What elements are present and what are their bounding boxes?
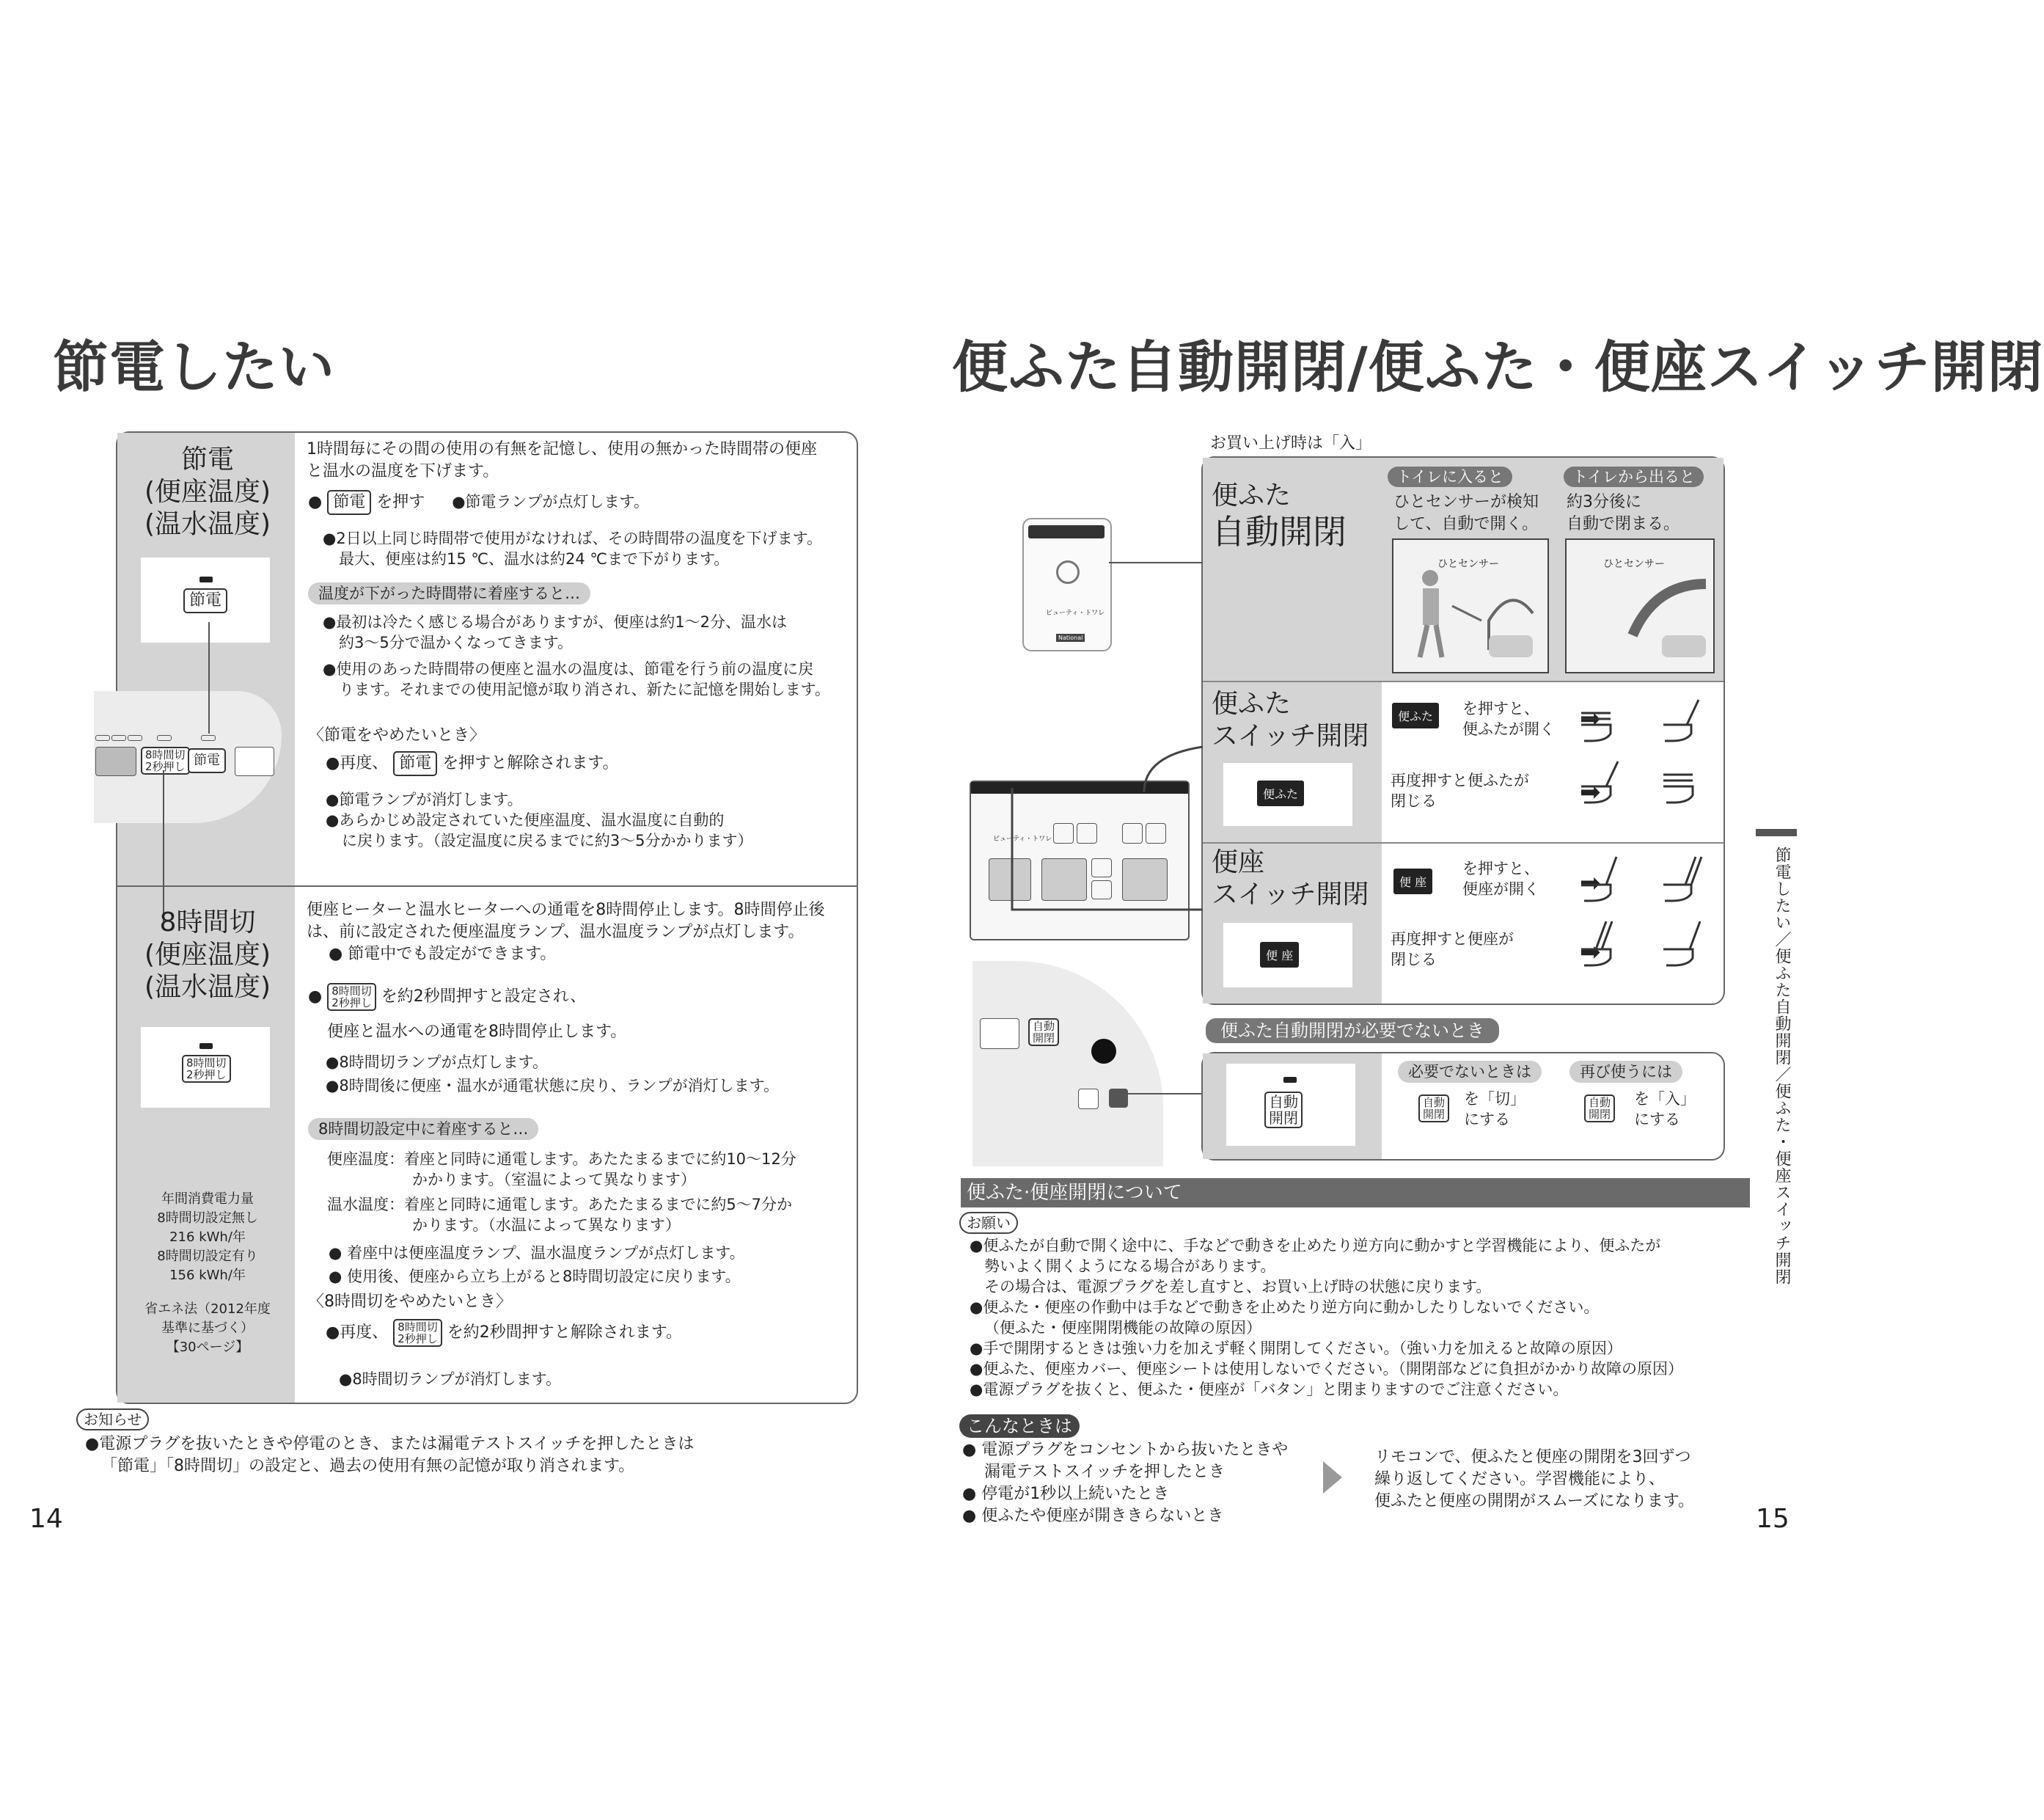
hachi-stop-n1: ●8時間切ランプが消灯します。 bbox=[339, 1370, 562, 1388]
connector-lines bbox=[1005, 741, 1217, 924]
setsuden-p2: ●使用のあった時間帯の便座と温水の温度は、節電を行う前の温度に戻 ります。それまでの使用記憶が取り消され、新たに記憶を開始します。 bbox=[323, 660, 830, 698]
side-tab-marker bbox=[1756, 829, 1797, 836]
triangle-arrow-icon bbox=[1323, 1461, 1342, 1494]
hachi-intro: 便座ヒーターと温水ヒーターへの通電を8時間停止します。8時間停止後 は、前に設定された便座温度ランプ、温水温度ランプが点灯します。 ● 節電中でも設定ができます。 bbox=[307, 901, 825, 963]
setsuden-button-illustration bbox=[141, 558, 270, 643]
hachi-stop-heading: 〈8時間切をやめたいとき〉 bbox=[308, 1293, 512, 1311]
hachi-onsui: 温水温度：着座と同時に通電します。あたたまるまでに約5～7分か かります。（水温によって異なります） bbox=[327, 1196, 793, 1234]
notice-label: お知らせ bbox=[76, 1408, 149, 1430]
auto-heading: 便ふた 自動開閉 bbox=[1212, 480, 1347, 552]
setsuden-stop-n1: ●節電ランプが消灯します。 bbox=[326, 791, 523, 808]
hachi-n1: ●8時間切ランプが点灯します。 bbox=[326, 1053, 549, 1071]
sensor-device-illustration: ビューティ・トワレ National bbox=[1022, 518, 1112, 651]
section-divider bbox=[117, 885, 857, 887]
not-needed-pill: 便ふた自動開閉が必要でないとき bbox=[1206, 1018, 1499, 1043]
enter-text: ひとセンサーが検知 して、自動で開く。 bbox=[1393, 493, 1539, 533]
default-setting-note: お買い上げ時は「入」 bbox=[1210, 434, 1372, 453]
auto-open-close-key: 自動 開閉 bbox=[1264, 1092, 1303, 1128]
exit-text: 約3分後に 自動で閉まる。 bbox=[1567, 493, 1680, 533]
exit-pill: トイレから出ると bbox=[1564, 467, 1704, 487]
lid-open-text: を押すと、 便ふたが開く bbox=[1462, 700, 1555, 738]
on-pill: 再び使うには bbox=[1569, 1061, 1682, 1083]
panel-8jikan-key: 8時間切 2秒押し bbox=[141, 747, 190, 775]
request-items: ●便ふたが自動で開く途中に、手などで動きを止めたり逆方向に動かすと学習機能により、便ふたが 勢いよく開くようになる場合があります。 その場合は、電源プラグを差し直すと、お買い上げ時の状態に戻ります。 ●便ふた・便座の作動中は手などで動きを止めたり逆方向に動かしたりしないでください。 （便ふた・便座開閉機能の故障の原因） ●手で開閉するときは強い力を加えず軽く開閉してください。（強い力を加えると故障の原因） ●便ふた、便座カバー、便座シートは使用しないでください。（開閉部などに負担がかかり故障の原因） ●電源プラグを抜くと、便ふた・便座が「バタン」と閉まりますのでご注意ください。 bbox=[970, 1237, 1683, 1398]
off-text: を「切」 にする bbox=[1464, 1090, 1525, 1128]
about-section-bar: 便ふた·便座開閉について bbox=[961, 1178, 1750, 1207]
left-page-title: 節電したい bbox=[53, 335, 335, 400]
auto-open-close-key-panel: 自動 開閉 bbox=[1028, 1018, 1059, 1046]
hachi-n2: ●8時間後に便座・温水が通電状態に戻り、ランプが消灯します。 bbox=[326, 1077, 780, 1094]
sensor-eye-icon bbox=[1056, 560, 1080, 584]
panel-setsuden-key: 節電 bbox=[188, 748, 226, 773]
seat-switch-key: 便 座 bbox=[1260, 942, 1299, 968]
energy-consumption: 年間消費電力量 8時間切設定無し 216 kWh/年 8時間切設定有り 156 kWh/年 bbox=[157, 1191, 258, 1283]
setsuden-stop-n2: ●あらかじめ設定されていた便座温度、温水温度に自動的 に戻ります。（設定温度に戻るまでに約3～5分かかります） bbox=[326, 811, 753, 849]
hachi-button-illustration bbox=[141, 1027, 270, 1108]
enter-pill: トイレに入ると bbox=[1388, 467, 1512, 487]
seat-switch-key-inline: 便 座 bbox=[1393, 869, 1432, 894]
lid-switch-key-inline: 便ふた bbox=[1392, 703, 1439, 728]
setsuden-push: ● 節電 を押す ●節電ランプが点灯します。 bbox=[308, 490, 649, 515]
page-number-right: 15 bbox=[1756, 1504, 1790, 1534]
seat-toilet-icons bbox=[1577, 851, 1709, 976]
konna-items: ● 電源プラグをコンセントから抜いたときや 漏電テストスイッチを押したとき ● 停電が1秒以上続いたとき ● 便ふたや便座が開ききらないとき bbox=[962, 1441, 1289, 1525]
request-label: お願い bbox=[959, 1212, 1018, 1234]
auto-off-key: 自動 開閉 bbox=[1418, 1094, 1449, 1122]
hachi-press2: 便座と温水への通電を8時間停止します。 bbox=[327, 1023, 627, 1041]
remote-control-illustration: ビューティ・トワレ bbox=[970, 781, 1190, 940]
lid-toilet-icons bbox=[1577, 692, 1709, 810]
setsuden-note2: ●2日以上同じ時間帯で使用がなければ、その時間帯の温度を下げます。 最大、便座は約15 ℃、温水は約24 ℃まで下がります。 bbox=[323, 530, 823, 568]
lid-close-arrow-icon: ➡ bbox=[1580, 778, 1601, 807]
on-text: を「入」 にする bbox=[1634, 1090, 1696, 1128]
lid-close-text: 再度押すと便ふたが 閉じる bbox=[1391, 772, 1529, 810]
energy-law: 省エネ法（2012年度 基準に基づく） 【30ページ】 bbox=[144, 1301, 271, 1355]
lid-switch-heading: 便ふた スイッチ開閉 bbox=[1212, 689, 1369, 751]
remote-side-panel-illustration bbox=[972, 961, 1163, 1166]
hachi-n3: ● 着座中は便座温度ランプ、温水温度ランプが点灯します。 bbox=[329, 1244, 745, 1262]
setsuden-key-inline: 節電 bbox=[327, 490, 371, 515]
exit-illustration: ひとセンサー bbox=[1565, 538, 1715, 673]
seat-close-text: 再度押すと便座が 閉じる bbox=[1391, 930, 1514, 968]
side-tab-text: 節電したい／便ふた自動開閉／便ふた・便座スイッチ開閉 bbox=[1773, 847, 1791, 1285]
setsuden-intro: 1時間毎にその間の使用の有無を記憶し、使用の無かった時間帯の便座 と温水の温度を下げます。 bbox=[307, 440, 817, 480]
enter-illustration: ひとセンサー bbox=[1392, 538, 1549, 673]
setsuden-stop-heading: 〈節電をやめたいとき〉 bbox=[308, 726, 486, 745]
hachi-stop-line: ●再度、 8時間切 2秒押し を約2秒間押すと解除されます。 bbox=[326, 1320, 682, 1345]
hachi-heading: 8時間切 (便座温度) (温水温度) bbox=[144, 907, 271, 1002]
setsuden-stop-line: ●再度、 節電 を押すと解除されます。 bbox=[326, 751, 618, 776]
off-pill: 必要でないときは bbox=[1398, 1061, 1542, 1083]
seat-switch-heading: 便座 スイッチ開閉 bbox=[1212, 847, 1369, 910]
page-number-left: 14 bbox=[29, 1504, 63, 1534]
right-page-title: 便ふた自動開閉/便ふた・便座スイッチ開閉 bbox=[952, 335, 2044, 400]
setsuden-lamp bbox=[199, 577, 213, 582]
hachi-key: 8時間切 2秒押し bbox=[182, 1055, 231, 1083]
seat-open-arrow-icon: ➡ bbox=[1580, 869, 1601, 898]
hachi-n4: ● 使用後、便座から立ち上がると8時間切設定に戻ります。 bbox=[329, 1268, 741, 1285]
konna-answer: リモコンで、便ふたと便座の開閉を3回ずつ 繰り返してください。学習機能により、 便ふたと便座の開閉がスムーズになります。 bbox=[1374, 1448, 1695, 1510]
notice-text: ●電源プラグを抜いたときや停電のとき、または漏電テストスイッチを押したときは 「節電」「8時間切」の設定と、過去の使用有無の記憶が取り消されます。 bbox=[85, 1435, 695, 1475]
setsuden-key: 節電 bbox=[183, 588, 227, 613]
lid-open-arrow-icon: ➡ bbox=[1580, 704, 1601, 734]
hachi-condition-pill: 8時間切設定中に着座すると… bbox=[308, 1118, 538, 1140]
seat-close-arrow-icon: ➡ bbox=[1580, 938, 1601, 967]
seat-open-text: を押すと、 便座が開く bbox=[1462, 860, 1539, 898]
konna-toki-label: こんなときは bbox=[959, 1414, 1080, 1438]
auto-on-key: 自動 開閉 bbox=[1584, 1094, 1615, 1122]
setsuden-condition-pill: 温度が下がった時間帯に着座すると… bbox=[308, 582, 590, 604]
hachi-press: ● 8時間切 2秒押し を約2秒間押すと設定され、 bbox=[308, 984, 587, 1009]
setsuden-p1: ●最初は冷たく感じる場合がありますが、便座は約1～2分、温水は 約3～5分で温かくなってきます。 bbox=[323, 613, 788, 651]
lid-switch-key: 便ふた bbox=[1257, 781, 1304, 806]
setsuden-heading: 節電 (便座温度) (温水温度) bbox=[144, 445, 271, 539]
hachi-benza: 便座温度：着座と同時に通電します。あたたまるまでに約10～12分 かかります。（室温によって異なります） bbox=[327, 1150, 796, 1188]
